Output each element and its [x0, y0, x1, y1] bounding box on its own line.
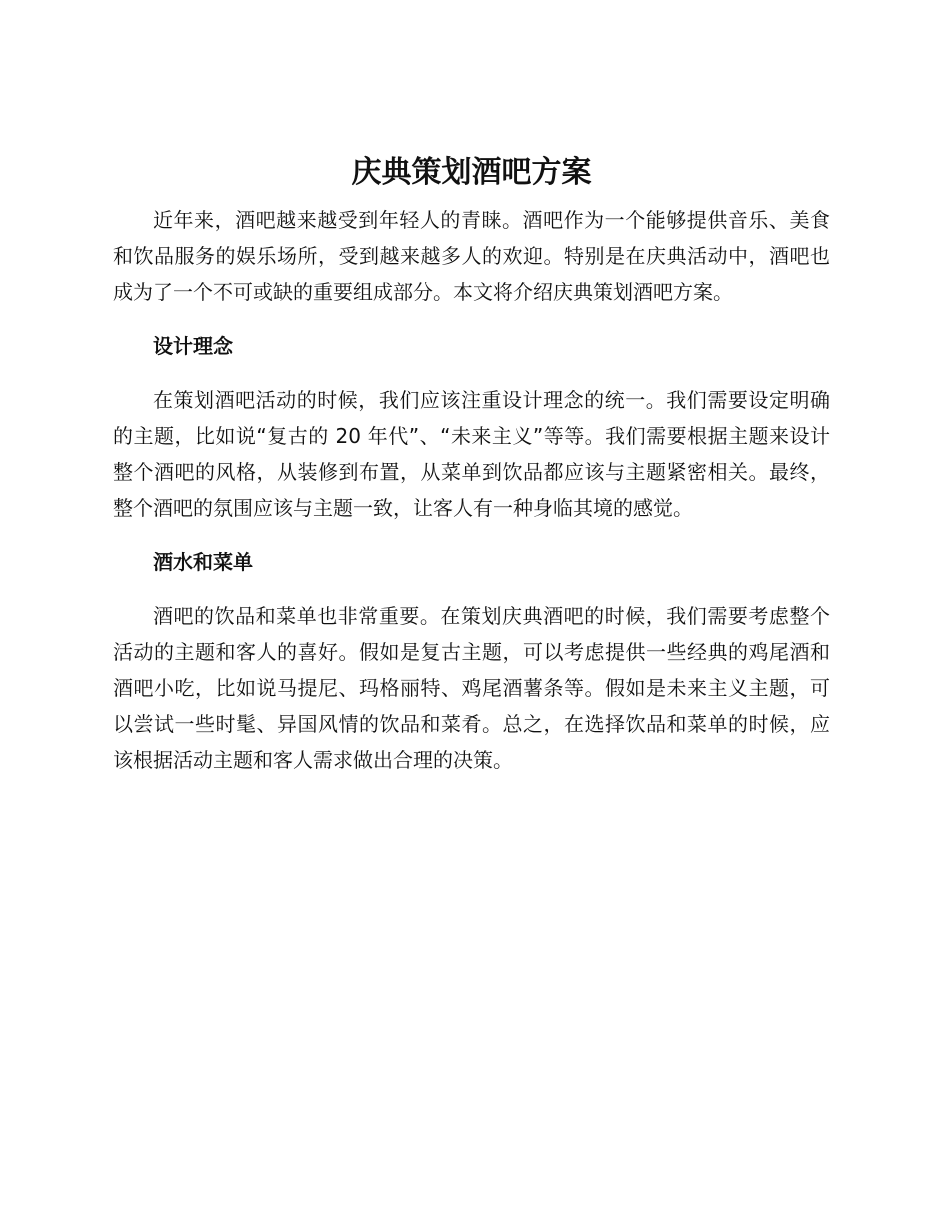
intro-paragraph: 近年来，酒吧越来越受到年轻人的青睐。酒吧作为一个能够提供音乐、美食和饮品服务的娱乐场所，受到越来越多人的欢迎。特别是在庆典活动中，酒吧也成为了一个不可或缺的重要组成部分。本文将介绍庆典策划酒吧方案。 — [113, 208, 830, 304]
section-body-design-concept: 在策划酒吧活动的时候，我们应该注重设计理念的统一。我们需要设定明确的主题，比如说“复古的 20 年代”、“未来主义”等等。我们需要根据主题来设计整个酒吧的风格，从装修到布置，从菜单到饮品都应该与主题紧密相关。最终，整个酒吧的氛围应该与主题一致，让客人有一种身临其境的感觉。 — [113, 388, 830, 520]
section-heading-design-concept: 设计理念 — [153, 334, 233, 358]
section-body-drinks-menu: 酒吧的饮品和菜单也非常重要。在策划庆典酒吧的时候，我们需要考虑整个活动的主题和客人的喜好。假如是复古主题，可以考虑提供一些经典的鸡尾酒和酒吧小吃，比如说马提尼、玛格丽特、鸡尾酒薯条等。假如是未来主义主题，可以尝试一些时髦、异国风情的饮品和菜肴。总之，在选择饮品和菜单的时候，应该根据活动主题和客人需求做出合理的决策。 — [113, 604, 830, 772]
section-design-concept — [113, 328, 830, 526]
document-title: 庆典策划酒吧方案 — [351, 155, 592, 190]
document-page — [113, 150, 830, 778]
section-heading-drinks-menu: 酒水和菜单 — [153, 550, 253, 574]
section-drinks-menu — [113, 544, 830, 778]
